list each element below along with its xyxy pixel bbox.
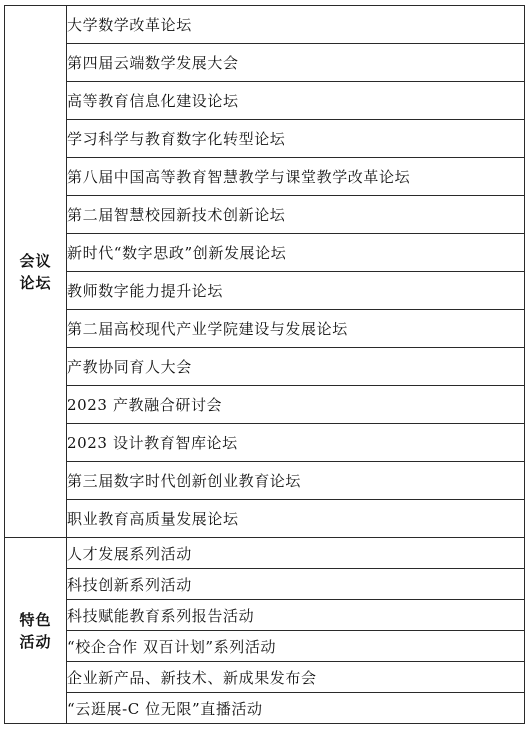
event-item: 产教协同育人大会 <box>67 348 525 386</box>
table-row <box>5 310 525 348</box>
table-row <box>5 82 525 120</box>
event-item: 高等教育信息化建设论坛 <box>67 82 525 120</box>
category-label-line: 活动 <box>19 632 52 651</box>
table-row <box>5 462 525 500</box>
event-schedule-table <box>4 5 525 724</box>
category-label-line: 特色 <box>19 610 52 629</box>
event-item: 职业教育高质量发展论坛 <box>67 500 525 538</box>
table-row <box>5 272 525 310</box>
event-item: 2023 设计教育智库论坛 <box>67 424 525 462</box>
event-item: 人才发展系列活动 <box>67 538 525 569</box>
table-row <box>5 386 525 424</box>
event-item: 第三届数字时代创新创业教育论坛 <box>67 462 525 500</box>
table-row <box>5 44 525 82</box>
event-item: “云逛展-C 位无限”直播活动 <box>67 693 525 724</box>
event-item: “校企合作 双百计划”系列活动 <box>67 631 525 662</box>
table-row <box>5 348 525 386</box>
table-row <box>5 662 525 693</box>
event-item: 大学数学改革论坛 <box>67 6 525 44</box>
event-item: 第八届中国高等教育智慧教学与课堂教学改革论坛 <box>67 158 525 196</box>
table-row <box>5 6 525 44</box>
category-cell-featured-activities <box>5 538 67 724</box>
table-row <box>5 600 525 631</box>
table-row <box>5 234 525 272</box>
event-item: 教师数字能力提升论坛 <box>67 272 525 310</box>
category-label-line: 论坛 <box>19 273 52 292</box>
category-cell-conference-forum <box>5 6 67 538</box>
table-body <box>5 6 525 724</box>
table-row <box>5 424 525 462</box>
table-row <box>5 693 525 724</box>
event-item: 科技赋能教育系列报告活动 <box>67 600 525 631</box>
table-row <box>5 538 525 569</box>
table-row <box>5 631 525 662</box>
table-row <box>5 196 525 234</box>
table-row <box>5 569 525 600</box>
event-item: 学习科学与教育数字化转型论坛 <box>67 120 525 158</box>
event-item: 2023 产教融合研讨会 <box>67 386 525 424</box>
event-item: 科技创新系列活动 <box>67 569 525 600</box>
event-item: 第二届智慧校园新技术创新论坛 <box>67 196 525 234</box>
event-item: 第二届高校现代产业学院建设与发展论坛 <box>67 310 525 348</box>
table-row <box>5 158 525 196</box>
event-item: 第四届云端数学发展大会 <box>67 44 525 82</box>
event-item: 新时代“数字思政”创新发展论坛 <box>67 234 525 272</box>
table-row <box>5 500 525 538</box>
event-item: 企业新产品、新技术、新成果发布会 <box>67 662 525 693</box>
table-row <box>5 120 525 158</box>
category-label-line: 会议 <box>19 251 52 270</box>
